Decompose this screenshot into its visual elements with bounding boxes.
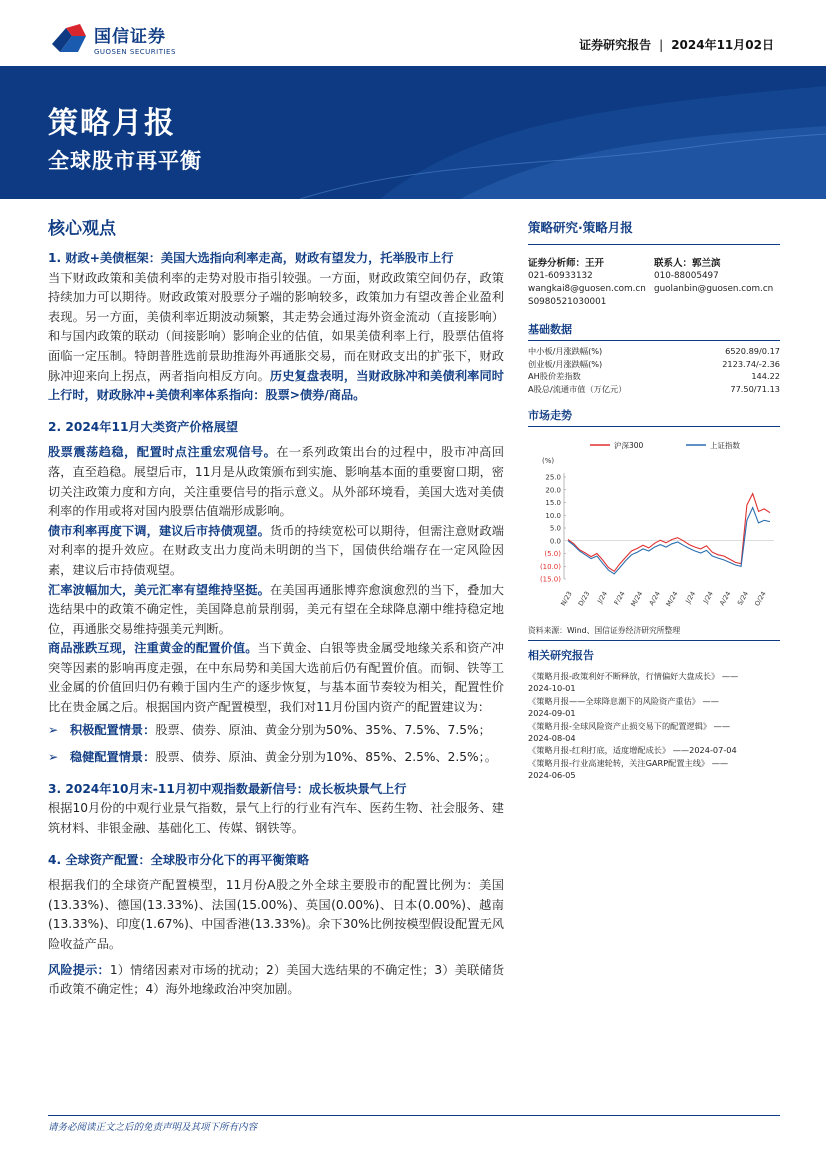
- y-axis-label: (%): [542, 457, 555, 465]
- section-2-heading: 2. 2024年11月大类资产价格展望: [48, 419, 239, 434]
- section-4-body: 根据我们的全球资产配置模型，11月份A股之外全球主要股市的配置比例为：美国(13.33%)、德国(13.33%)、法国(15.00%)、英国(0.00%)、日本(0.00%)、越南(13.33%)、印度(1.67%)、中国香港(13.33%)。余下30%比例按模型假设配置无风险收益产品。: [48, 878, 504, 951]
- logo-en-text: GUOSEN SECURITIES: [94, 48, 176, 56]
- analyst-column: [528, 257, 654, 309]
- report-title: 策略月报: [48, 106, 176, 141]
- related-reports-heading: 相关研究报告: [528, 649, 594, 662]
- page-header: [0, 0, 826, 66]
- y-tick-label: 5.0: [549, 524, 561, 533]
- series-line: [568, 494, 770, 572]
- y-tick-label: (15.0): [539, 575, 561, 584]
- related-report-item[interactable]: 《策略月报-全球风险资产止损交易下的配置逻辑》 ——: [528, 720, 731, 731]
- market-trend-heading: 市场走势: [528, 407, 780, 427]
- section-2-bonds: 债市利率再度下调，建议后市持债观望。货币的持续宽松可以期待，但需注意财政端对利率的提升效应。在财政支出力度尚未明朗的当下，国债供给端存在一定风险因素，建议后市持债观望。: [48, 523, 504, 577]
- x-tick-label: S/24: [735, 590, 751, 607]
- allocation-conservative: ➢ 稳健配置情景：股票、债券、原油、黄金分别为10%、85%、2.5%、2.5%；。: [48, 748, 504, 768]
- report-type: 证券研究报告: [579, 38, 652, 52]
- x-tick-label: A/24: [647, 590, 662, 607]
- analyst-email[interactable]: wangkai8@guosen.com.cn: [528, 284, 646, 294]
- analyst-cert: S0980521030001: [528, 297, 607, 307]
- basic-data-table: [528, 345, 780, 395]
- y-tick-label: 25.0: [545, 473, 561, 482]
- x-tick-label: M/24: [664, 590, 680, 608]
- contact-column: [654, 257, 780, 309]
- sidebar-title: 策略研究·策略月报: [528, 218, 780, 245]
- core-views-title: 核心观点: [48, 219, 116, 239]
- analyst-name: 证券分析师：王开: [528, 258, 605, 269]
- risk-warning: 风险提示：1）情绪因素对市场的扰动；2）美国大选结果的不确定性；3）美联储货币政策不确定性；4）海外地缘政治冲突加剧。: [48, 962, 505, 997]
- footer-rule: [48, 1115, 780, 1116]
- y-tick-label: 10.0: [545, 511, 561, 520]
- y-tick-label: (5.0): [544, 550, 561, 558]
- report-subtitle: 全球股市再平衡: [48, 149, 202, 173]
- x-tick-label: O/24: [753, 590, 768, 608]
- y-tick-label: 20.0: [545, 486, 561, 495]
- related-reports-list: [528, 670, 780, 782]
- x-tick-label: D/23: [576, 590, 592, 608]
- y-tick-label: 0.0: [549, 537, 561, 546]
- chart-source-note: 资料来源：Wind、国信证券经济研究所整理: [528, 625, 780, 641]
- x-tick-label: F/24: [612, 590, 627, 607]
- section-4-heading: 4. 全球资产配置：全球股市分化下的再平衡策略: [48, 852, 310, 867]
- analyst-info: [528, 257, 780, 309]
- footer-disclaimer: 请务必阅读正文之后的免责声明及其项下所有内容: [48, 1122, 258, 1133]
- section-1-body: 当下财政政策和美债利率的走势对股市指引较强。一方面，财政政策空间仍存，政策持续加力可以期待。财政政策对股票分子端的影响较多，政策加力有望改善企业盈利表现。另一方面，美债利率近期波动频繁，其走势会通过海外资金流动（直接影响）和与国内政策的联动（间接影响）影响企业的估值，如果美债利率上行，股票估值将面临一定压制。特朗普胜选前景助推海外再通胀交易，而在财政支出的扩张下，财政脉冲迎来向上拐点，两者指向相反方向。历史复盘表明，当财政脉冲和美债利率同时上行时，财政脉冲+美债利率体系指向：股票>债券/商品。: [48, 270, 504, 403]
- related-report-date: 2024-06-05: [528, 770, 576, 781]
- basic-data-heading: 基础数据: [528, 321, 780, 341]
- section-2-stocks: 股票震荡趋稳，配置时点注重宏观信号。在一系列政策出台的过程中，股市冲高回落，直至趋稳。展望后市，11月是从政策颁布到实施、影响基本面的重要窗口期，密切关注政策力度和方向，关注重要信号的指示意义。从外部环境看，美国大选对美债利率的作用或将对国内股票估值端形成影响。: [48, 445, 505, 519]
- x-tick-label: A/24: [718, 590, 733, 607]
- related-report-item[interactable]: 《策略月报-红利打底，适度增配成长》 ——2024-07-04: [528, 745, 737, 756]
- report-meta: 证券研究报告 | 2024年11月02日: [579, 38, 774, 52]
- related-report-item[interactable]: 《策略月报——全球降息潮下的风险资产重估》 ——: [528, 695, 719, 706]
- related-report-date: 2024-08-04: [528, 733, 576, 744]
- x-tick-label: J/24: [684, 590, 698, 605]
- contact-email[interactable]: guolanbin@guosen.com.cn: [654, 284, 774, 294]
- arrow-bullet-icon: ➢: [48, 722, 59, 737]
- related-report-item[interactable]: 《策略月报-行业高速轮转，关注GARP配置主线》 ——: [528, 757, 729, 768]
- section-2-fx: 汇率波幅加大，美元汇率有望维持坚挺。在美国再通胀博弈愈演愈烈的当下，叠加大选结果中的政策不确定性，美国降息前景削弱，美元有望在全球降息潮中维持稳定地位，再通胀交易维持强美元判断。: [48, 582, 504, 636]
- main-column: [48, 210, 504, 1000]
- basic-data-row: AH股价差指数 144.22: [528, 371, 780, 381]
- legend-label: 沪深300: [614, 441, 644, 450]
- market-trend-chart: [528, 433, 780, 623]
- x-tick-label: N/23: [559, 590, 574, 608]
- section-1-heading: 1. 财政+美债框架：美国大选指向利率走高，财政有望发力，托举股市上行: [48, 251, 454, 265]
- related-report-date: 2024-10-01: [528, 683, 576, 694]
- basic-data-row: 中小板/月涨跌幅(%) 6520.89/0.17: [528, 346, 780, 356]
- title-banner: [0, 66, 826, 199]
- contact-name: 联系人：郭兰滨: [654, 258, 721, 269]
- x-tick-label: J/24: [595, 590, 610, 605]
- trend-chart-svg: [528, 433, 780, 623]
- section-2-commodities: 商品涨跌互现，注重黄金的配置价值。当下黄金、白银等贵金属受地缘关系和资产冲突等因素的影响再度走强，在中东局势和美国大选前后仍有配置价值。而铜、铁等工业金属的价值回归仍有赖于国内生产的逐步恢复，与基本面节奏较为相关，配置性价比在贵金属之后。根据国内资产配置模型，我们对11月份国内资产的配置建议为：: [48, 641, 504, 715]
- y-tick-label: 15.0: [545, 499, 561, 507]
- analyst-phone: 021-60933132: [528, 271, 593, 281]
- arrow-bullet-icon: ➢: [48, 750, 59, 765]
- report-date: 2024年11月02日: [671, 38, 774, 52]
- logo-cn-text: 国信证券: [94, 27, 166, 47]
- related-report-date: 2024-09-01: [528, 708, 576, 719]
- section-3-body: 根据10月份的中观行业景气指数，景气上行的行业有汽车、医药生物、社会服务、建筑材料、非银金融、基础化工、传媒、钢铁等。: [48, 801, 504, 836]
- logo-mark-icon: [50, 22, 88, 56]
- contact-phone: 010-88005497: [654, 271, 719, 281]
- related-report-item[interactable]: 《策略月报-政策利好不断释放，行情偏好大盘成长》 ——: [528, 671, 739, 681]
- x-tick-label: J/24: [701, 590, 715, 605]
- y-tick-label: (10.0): [539, 562, 561, 571]
- sidebar: [528, 218, 780, 782]
- basic-data-row: 创业板/月涨跌幅(%) 2123.74/-2.36: [528, 358, 780, 369]
- section-3-heading: 3. 2024年10月末-11月初中观指数最新信号：成长板块景气上行: [48, 781, 407, 796]
- legend-label: 上证指数: [710, 441, 740, 450]
- guosen-logo: [50, 22, 176, 56]
- basic-data-row: A股总/流通市值（万亿元） 77.50/71.13: [528, 383, 780, 394]
- allocation-aggressive: ➢ 积极配置情景：股票、债券、原油、黄金分别为50%、35%、7.5%、7.5%；: [48, 721, 504, 741]
- x-tick-label: M/24: [629, 590, 645, 608]
